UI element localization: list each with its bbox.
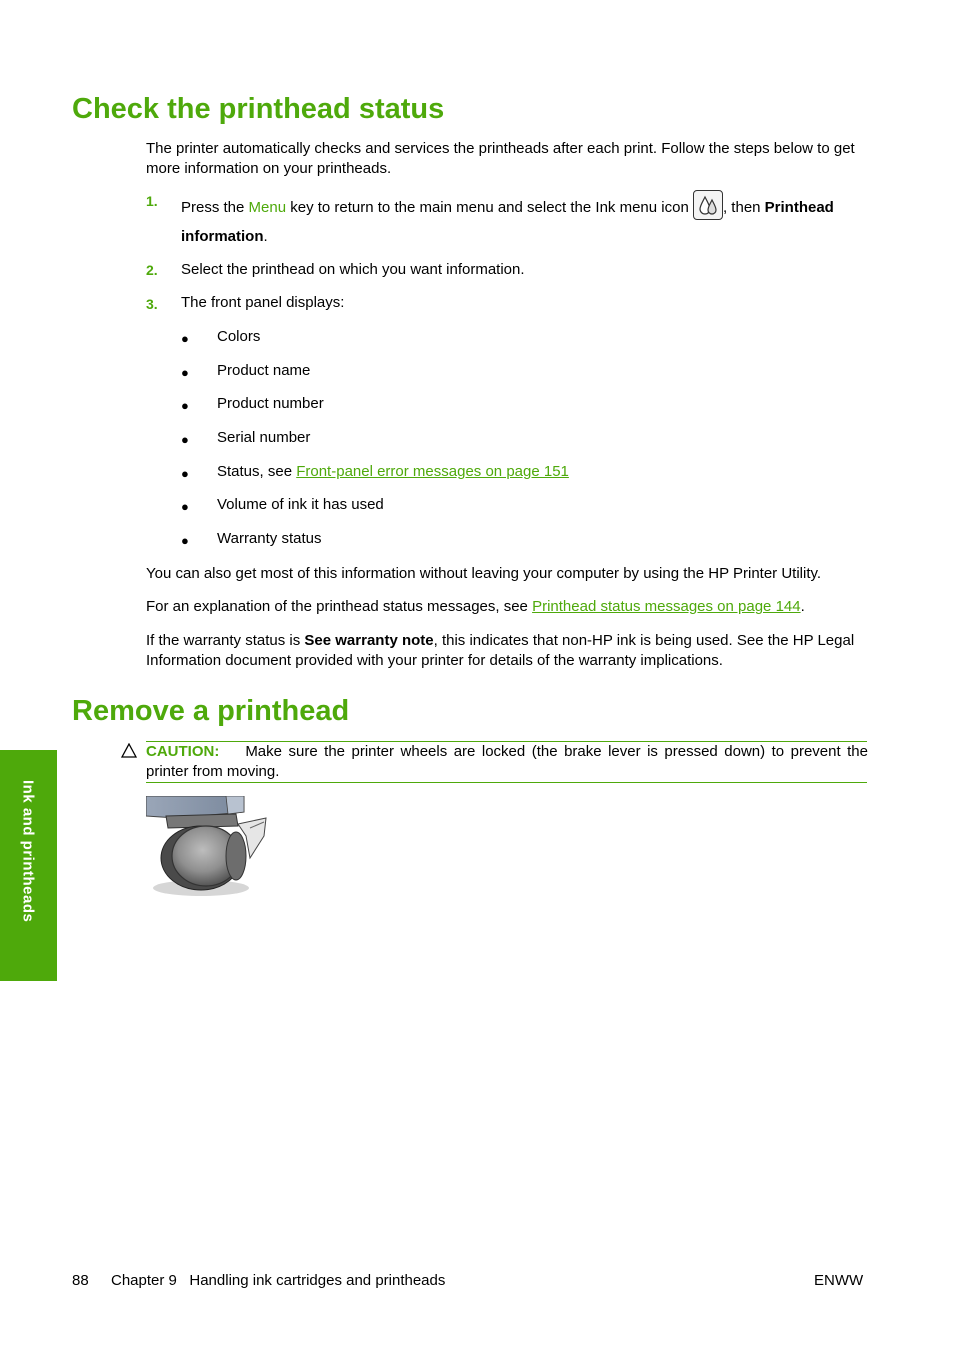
explanation-paragraph xyxy=(146,597,876,617)
step-1-text-middle: key to return to the main menu and select the Ink menu icon xyxy=(286,199,689,216)
section-title-check-printhead-status: Check the printhead status xyxy=(72,93,445,125)
caution-label: CAUTION: xyxy=(146,743,220,760)
bullet-dot: ● xyxy=(181,432,189,447)
step-2-text: Select the printhead on which you want information. xyxy=(181,261,525,278)
side-tab-label-wrapper xyxy=(17,780,39,950)
utility-paragraph: You can also get most of this information without leaving your computer by using the HP Printer Utility. xyxy=(146,565,822,582)
bullet-volume-of-ink: Volume of ink it has used xyxy=(217,496,384,513)
bullet-status-label: Status, see xyxy=(217,463,297,480)
side-tab-label: Ink and printheads xyxy=(19,780,37,923)
step-1-text-before: Press the xyxy=(181,199,249,216)
bullet-dot: ● xyxy=(181,365,189,380)
bullet-dot: ● xyxy=(181,331,189,346)
step-3-text: The front panel displays: xyxy=(181,294,345,311)
bullet-status xyxy=(217,463,569,480)
explanation-end: . xyxy=(800,598,805,615)
explanation-text: For an explanation of the printhead status messages, see xyxy=(146,598,533,615)
footer-page-number: 88 xyxy=(72,1272,89,1289)
bullet-dot: ● xyxy=(181,533,189,548)
step-number-1: 1. xyxy=(146,193,158,209)
printer-wheel-illustration xyxy=(146,796,271,900)
menu-key-word: Menu xyxy=(248,199,287,216)
step-1-text-after: , then xyxy=(722,199,765,216)
step-1-text-line2 xyxy=(181,228,268,245)
bullet-dot: ● xyxy=(181,499,189,514)
bullet-warranty-status: Warranty status xyxy=(217,530,322,547)
step-1-text xyxy=(181,194,871,222)
step-1-bold-information: information xyxy=(181,228,264,245)
printhead-status-messages-link[interactable]: Printhead status messages on page 144 xyxy=(532,598,801,615)
bullet-serial-number: Serial number xyxy=(217,429,311,446)
bullet-dot: ● xyxy=(181,466,189,481)
intro-paragraph: The printer automatically checks and services the printheads after each print. Follow the steps below to get more information on your printheads. xyxy=(146,140,855,177)
step-1-bold-printhead: Printhead xyxy=(764,199,834,216)
step-number-3: 3. xyxy=(146,296,158,312)
warranty-paragraph xyxy=(146,631,868,670)
section-title-remove-printhead: Remove a printhead xyxy=(72,695,350,727)
caution-paragraph xyxy=(146,742,868,781)
warranty-bold: See warranty note xyxy=(304,632,434,649)
front-panel-error-messages-link[interactable]: Front-panel error messages on page 151 xyxy=(296,463,569,480)
bullet-colors: Colors xyxy=(217,328,261,345)
warranty-text-after: , this indicates that non-HP ink is being used. See the HP Legal Information document provided with your printer for details of the warranty implications. xyxy=(146,632,855,669)
ink-drops-icon xyxy=(693,190,723,220)
bullet-product-number: Product number xyxy=(217,395,324,412)
step-1-end: . xyxy=(263,228,268,245)
warranty-text-before: If the warranty status is xyxy=(146,632,305,649)
footer-chapter: Chapter 9 Handling ink cartridges and printheads xyxy=(111,1272,446,1289)
caution-triangle-icon xyxy=(121,743,137,762)
bullet-product-name: Product name xyxy=(217,362,311,379)
footer-enww: ENWW xyxy=(814,1272,864,1289)
step-number-2: 2. xyxy=(146,262,158,278)
bullet-dot: ● xyxy=(181,398,189,413)
caution-text: Make sure the printer wheels are locked (the brake lever is pressed down) to prevent the printer from moving. xyxy=(146,743,868,780)
